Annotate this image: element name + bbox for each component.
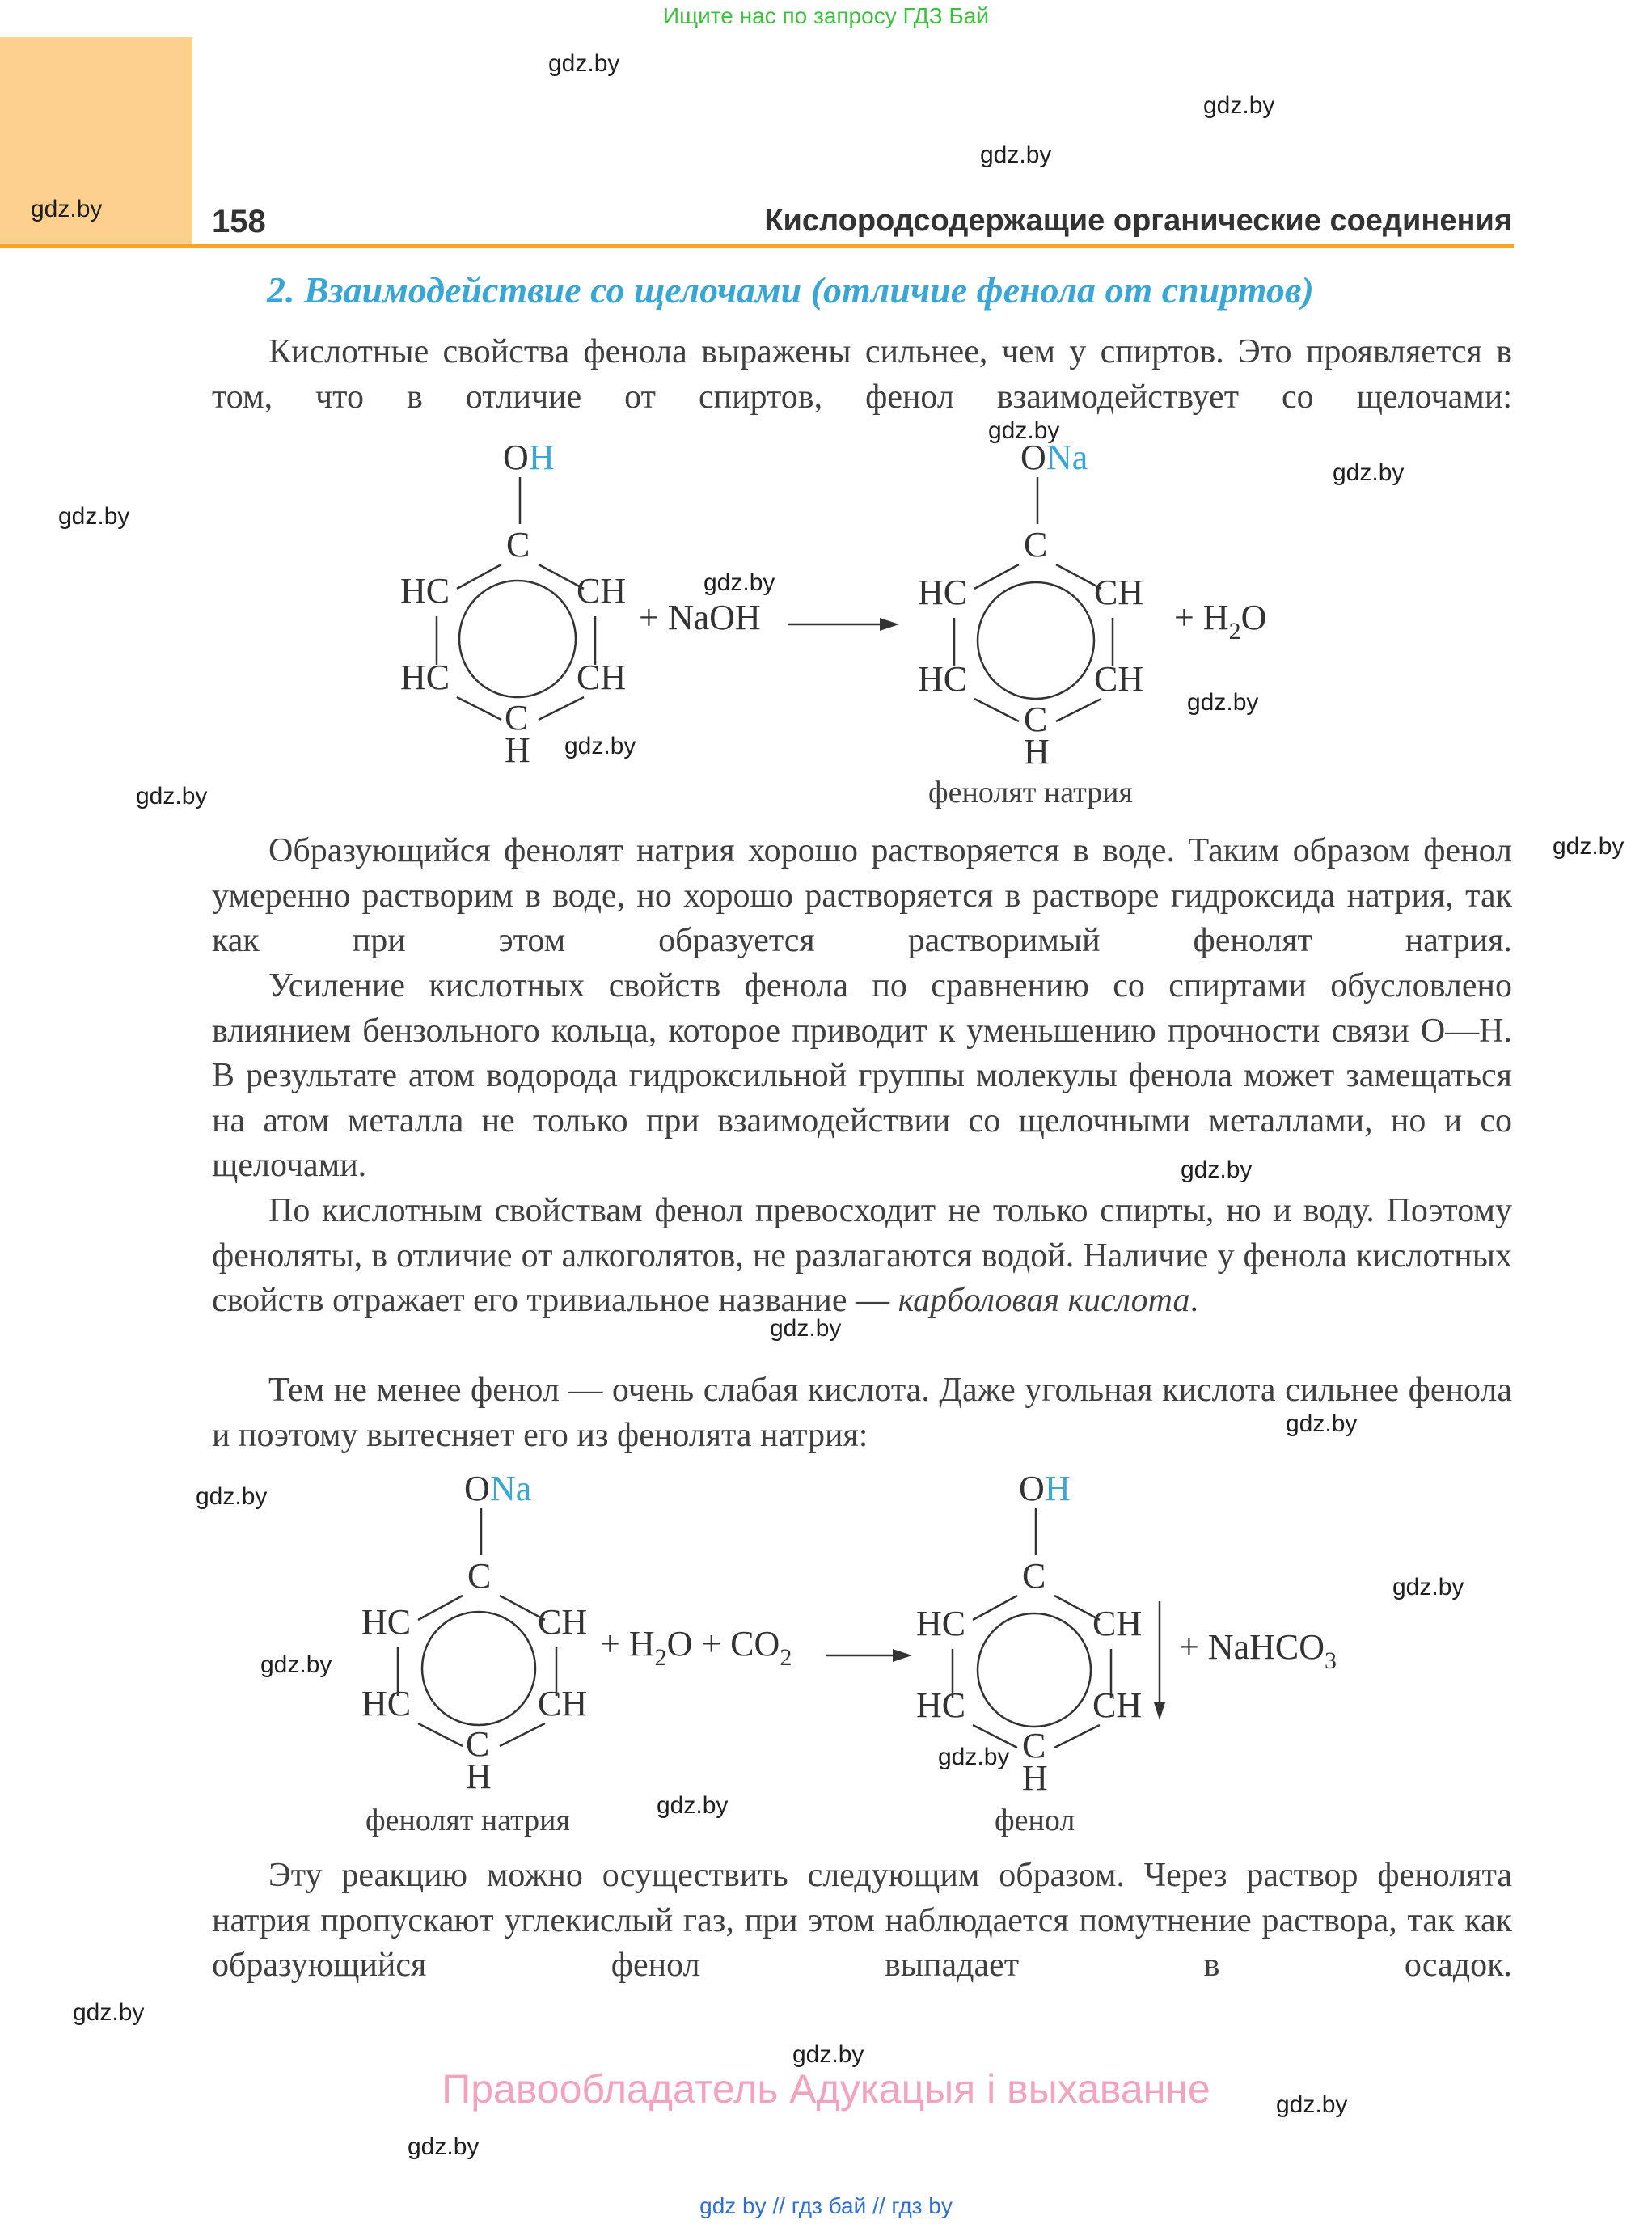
paragraph-2	[212, 829, 1512, 964]
ring2-c-bottom: C	[1024, 700, 1048, 739]
watermark: gdz.by	[548, 50, 620, 77]
carbolic-acid-term: карболовая кислота	[898, 1282, 1190, 1319]
watermark: gdz.by	[1187, 689, 1259, 716]
r2-right-ch-upper: CH	[1092, 1604, 1143, 1643]
ring2-c-top: C	[1024, 525, 1048, 564]
watermark: gdz.by	[58, 503, 130, 530]
prod-na-label: Na	[1046, 438, 1088, 477]
caption-right-phenol: фенол	[995, 1803, 1075, 1837]
r2-right-hc-lower: HC	[916, 1685, 966, 1725]
r2-left-c-bottom: C	[466, 1724, 490, 1764]
sodium-phenolate-molecule-2	[361, 1469, 587, 1796]
ring2-ch-lower: CH	[1094, 659, 1144, 699]
paragraph-4-text: По кислотным свойствам фенол превосходит не только спирты, но и воду. Поэтому феноляты, в отличие от алкоголятов, не разлагаются водой. Наличие у фенола кислотных свойств отражает его тривиальное название — карболовая кислота.	[212, 1192, 1512, 1319]
watermark: gdz.by	[792, 2041, 864, 2068]
paragraph-1	[212, 330, 1512, 420]
top-banner[interactable]: Ищите нас по запросу ГДЗ Бай	[662, 3, 990, 28]
r2-left-hc-lower: HC	[361, 1684, 412, 1723]
ring2-ch-upper: CH	[1094, 573, 1144, 612]
footer-links[interactable]: gdz by // гдз бай // гдз by	[699, 2193, 953, 2218]
r2-right-c-bottom: C	[1022, 1726, 1046, 1765]
ring-hc-lower: HC	[400, 657, 450, 697]
ring-hc-upper: HC	[400, 571, 450, 611]
ring-c-top: C	[506, 525, 530, 564]
r2-left-c-top: C	[467, 1556, 492, 1596]
watermark: gdz.by	[980, 142, 1052, 168]
caption-left-phenolate: фенолят натрия	[365, 1803, 570, 1837]
ring2-h-bottom: H	[1024, 732, 1050, 772]
ring-ch-upper: CH	[577, 571, 627, 611]
precipitate-arrow	[1154, 1601, 1165, 1720]
paragraph-6-text: Эту реакцию можно осуществить следующим образом. Через раствор фенолята натрия пропускают углекислый газ, при этом наблюдается помутнение раствора, так как образующийся фенол выпадает в осадок.	[212, 1857, 1512, 1984]
r2-reagents: + $H_2O + CO_2$	[600, 1624, 792, 1671]
r2-left-h-bottom: H	[466, 1757, 492, 1796]
watermark: gdz.by	[31, 196, 103, 222]
watermark: gdz.by	[1203, 92, 1275, 119]
phenol-molecule	[400, 438, 626, 770]
watermark: gdz.by	[1181, 1156, 1253, 1183]
r2-left-hc-upper: HC	[361, 1602, 412, 1642]
reagent-naoh: + NaOH	[639, 598, 761, 637]
prod-o-label: O	[1020, 438, 1046, 477]
ring-h-bottom: H	[505, 730, 530, 770]
watermark: gdz.by	[1392, 1574, 1464, 1600]
watermark: gdz.by	[73, 1999, 145, 2026]
watermark: gdz.by	[196, 1483, 268, 1510]
copyright-notice: Правообладатель Адукацыя і выхаванне	[442, 2066, 1210, 2112]
r2-right-hc-upper: HC	[916, 1604, 966, 1643]
paragraph-4	[212, 1189, 1512, 1324]
r2-right-h: H	[1045, 1469, 1071, 1508]
watermark: gdz.by	[1553, 833, 1625, 860]
r2-left-ch-lower: CH	[538, 1684, 588, 1723]
r2-right-c-top: C	[1022, 1556, 1046, 1596]
paragraph-1-text: Кислотные свойства фенола выражены сильнее, чем у спиртов. Это проявляется в том, что в отличие от спиртов, фенол взаимодействует со щелочами:	[212, 333, 1512, 416]
watermark: gdz.by	[1286, 1410, 1358, 1437]
watermark: gdz.by	[938, 1744, 1010, 1770]
watermark: gdz.by	[703, 569, 775, 596]
reaction-2-diagram	[0, 1468, 1652, 1848]
chapter-title: Кислородсодержащие органические соединения	[764, 204, 1512, 238]
r2-right-o: O	[1019, 1469, 1045, 1508]
watermark: gdz.by	[1276, 2091, 1348, 2118]
page-number: 158	[212, 204, 266, 239]
sodium-phenolate-molecule	[918, 438, 1143, 772]
header-rule	[0, 244, 1514, 248]
paragraph-3	[212, 964, 1512, 1189]
paragraph-3-text: Усиление кислотных свойств фенола по сравнению со спиртами обусловлено влиянием бензольного кольца, которое приводит к уменьшению прочности связи O—H. В результате атом водорода гидроксильной группы молекулы фенола может замещаться на атом металла не только при взаимодействии со щелочными металлами, но и со щелочами.	[212, 967, 1512, 1184]
ring2-hc-lower: HC	[918, 659, 968, 699]
watermark: gdz.by	[260, 1651, 332, 1678]
byproduct-water: + $H_2O$	[1174, 598, 1267, 645]
r2-right-ch-lower: CH	[1092, 1685, 1143, 1725]
ring-ch-lower: CH	[577, 657, 627, 697]
watermark: gdz.by	[988, 417, 1060, 444]
phenol-o-label: O	[503, 438, 529, 477]
watermark: gdz.by	[770, 1315, 842, 1342]
caption-sodium-phenolate: фенолят натрия	[928, 776, 1133, 810]
r2-right-h-bottom: H	[1022, 1758, 1048, 1798]
reaction-1-diagram	[0, 437, 1652, 825]
paragraph-5-text: Тем не менее фенол — очень слабая кислота. Даже угольная кислота сильнее фенола и поэтому вытесняет его из фенолята натрия:	[212, 1372, 1512, 1454]
ring2-hc-upper: HC	[918, 573, 968, 612]
r2-left-o: O	[464, 1469, 490, 1508]
r2-left-ch-upper: CH	[538, 1602, 588, 1642]
watermark: gdz.by	[408, 2133, 480, 2160]
section-title: 2. Взаимодействие со щелочами (отличие фенола от спиртов)	[267, 269, 1314, 311]
phenol-h-label: H	[529, 438, 555, 477]
r2-byproduct: + NaHCO$_3$	[1179, 1627, 1337, 1674]
ring-c-bottom: C	[505, 698, 529, 738]
paragraph-6	[212, 1854, 1512, 1989]
watermark: gdz.by	[1333, 459, 1405, 486]
watermark: gdz.by	[657, 1792, 729, 1819]
watermark: gdz.by	[136, 783, 208, 810]
paragraph-2-text: Образующийся фенолят натрия хорошо растворяется в воде. Таким образом фенол умеренно растворим в воде, но хорошо растворяется в растворе гидроксида натрия, так как при этом образуется растворимый фенолят натрия.	[212, 832, 1512, 959]
r2-left-na: Na	[490, 1469, 532, 1508]
watermark: gdz.by	[564, 733, 636, 759]
